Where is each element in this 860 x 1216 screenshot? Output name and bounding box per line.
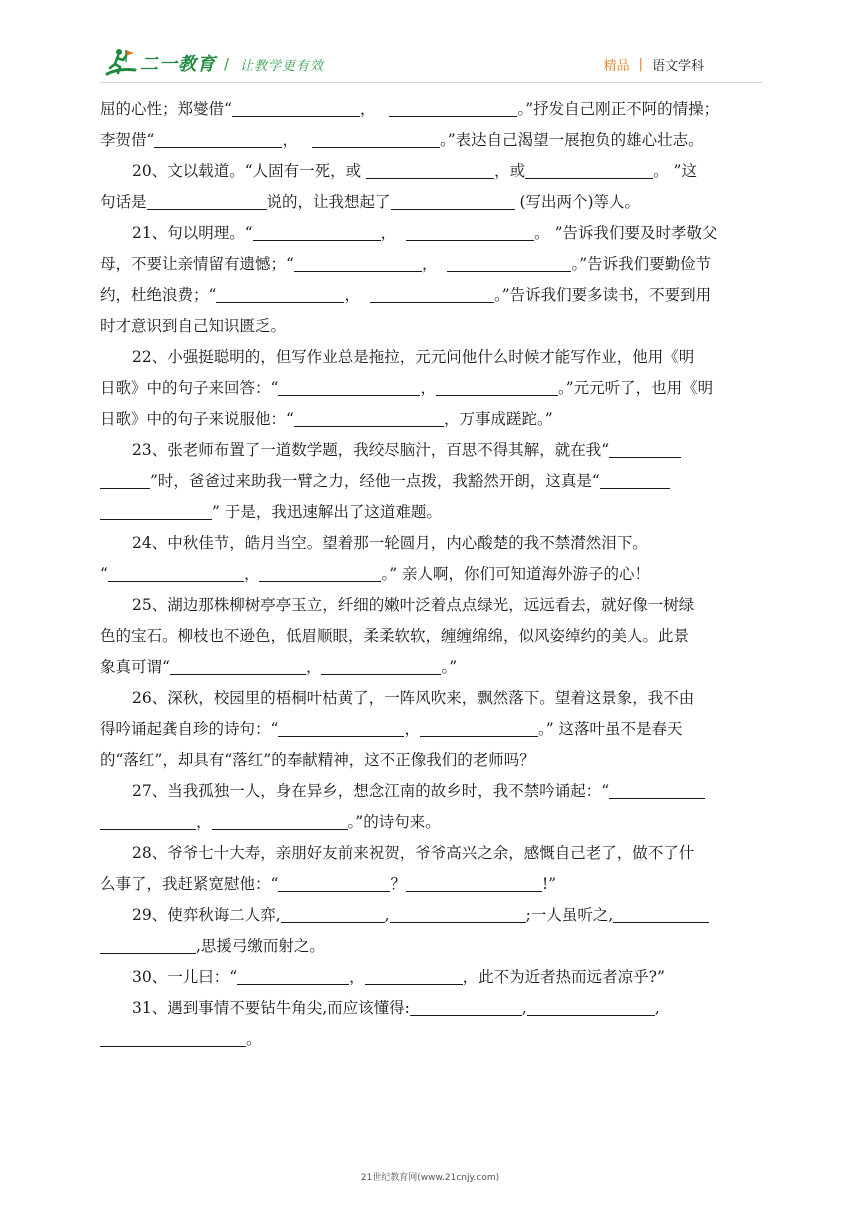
text-segment: 说的，让我想起了: [266, 193, 391, 211]
text-line: [100, 404, 762, 435]
text-segment: 27、当我孤独一人，身在异乡，想念江南的故乡时，我不禁吟诵起：“: [132, 782, 610, 800]
text-segment: 得吟诵起龚自珍的诗句：“: [100, 720, 279, 738]
text-segment: 。 ”告诉我们要及时孝敬父: [534, 224, 718, 242]
text-segment: 日歌》中的句子来回答：“: [100, 379, 279, 397]
answer-blank[interactable]: [600, 470, 670, 489]
text-segment: 约，杜绝浪费；“: [100, 286, 217, 304]
text-segment: ，: [349, 968, 365, 986]
answer-blank[interactable]: [447, 253, 571, 272]
text-segment: 。”抒发自己刚正不阿的情操；: [517, 100, 720, 118]
answer-blank[interactable]: [312, 129, 440, 148]
slogan-separator: /: [224, 55, 230, 73]
text-line: [100, 249, 762, 280]
question-25: [100, 590, 762, 621]
answer-blank[interactable]: [609, 780, 705, 799]
text-line: [100, 497, 762, 528]
text-segment: ，此不为近者热而远者凉乎?”: [462, 968, 665, 986]
text-segment: ,: [521, 999, 527, 1017]
text-segment: 母，不要让亲情留有遗憾；“: [100, 255, 294, 273]
text-segment: (写出两个)等人。: [514, 193, 641, 211]
answer-blank[interactable]: [370, 284, 494, 303]
answer-blank[interactable]: [527, 997, 655, 1016]
text-segment: 。”告诉我们要勤俭节: [571, 255, 712, 273]
question-30: [100, 962, 762, 993]
text-segment: ，: [243, 565, 260, 583]
brand-logo[interactable]: [104, 46, 216, 80]
text-segment: 。” 这落叶虽不是春天: [537, 720, 683, 738]
text-line: [100, 559, 762, 590]
answer-blank[interactable]: [154, 129, 282, 148]
text-segment: ？: [390, 875, 406, 893]
text-segment: ，: [404, 720, 420, 738]
question-27: [100, 776, 762, 807]
answer-blank[interactable]: [100, 470, 150, 489]
text-segment: 29、使弈秋诲二人弈,: [132, 906, 281, 924]
answer-blank[interactable]: [436, 377, 558, 396]
running-figure-flag-icon: [104, 46, 138, 80]
text-segment: 25、湖边那株柳树亭亭玉立，纤细的嫩叶泛着点点绿光，远远看去，就好像一树绿: [132, 596, 695, 614]
text-line: [100, 745, 762, 776]
answer-blank[interactable]: [253, 222, 381, 241]
text-segment: ,思援弓缴而射之。: [196, 937, 325, 955]
text-line: [100, 125, 762, 156]
text-line: [100, 714, 762, 745]
text-segment: 。 ”这: [653, 162, 697, 180]
subject-label: 语文学科: [651, 59, 704, 74]
text-segment: 23、张老师布置了一道数学题，我绞尽脑汁，百思不得其解，就在我“: [132, 441, 610, 459]
answer-blank[interactable]: [170, 656, 306, 675]
text-line: [100, 311, 762, 342]
text-segment: ;一人虽听之,: [525, 906, 614, 924]
answer-blank[interactable]: [410, 997, 522, 1016]
answer-blank[interactable]: [609, 439, 681, 458]
text-segment: 21、句以明理。“: [132, 224, 253, 242]
text-segment: ，: [420, 379, 436, 397]
text-line: [100, 807, 762, 838]
answer-blank[interactable]: [391, 191, 515, 210]
answer-blank[interactable]: [390, 904, 526, 923]
answer-blank[interactable]: [100, 501, 212, 520]
text-segment: 。”告诉我们要多读书，不要到用: [493, 286, 712, 304]
answer-blank[interactable]: [406, 222, 534, 241]
answer-blank[interactable]: [525, 160, 653, 179]
text-segment: ，: [305, 658, 322, 676]
text-segment: 24、中秋佳节，皓月当空。望着那一轮圆月，内心酸楚的我不禁潸然泪下。: [132, 534, 648, 552]
answer-blank[interactable]: [100, 811, 196, 830]
text-segment: 20、文以载道。“人固有一死，或: [132, 162, 367, 180]
question-31: [100, 993, 762, 1024]
answer-blank[interactable]: [321, 656, 441, 675]
slogan: 让教学更有效: [240, 59, 325, 74]
text-segment: ”时，爸爸过来助我一臂之力，经他一点拨，我豁然开朗，这真是“: [150, 472, 600, 490]
text-segment: ，: [344, 286, 360, 304]
answer-blank[interactable]: [613, 904, 709, 923]
text-segment: !”: [541, 875, 557, 893]
page-header: [0, 0, 860, 82]
answer-blank[interactable]: [294, 253, 422, 272]
question-23: [100, 435, 762, 466]
answer-blank[interactable]: [406, 873, 542, 892]
badge-divider: |: [638, 57, 643, 72]
answer-blank[interactable]: [389, 98, 517, 117]
header-divider: [100, 82, 762, 83]
text-segment: 么事了，我赶紧宽慰他：“: [100, 875, 279, 893]
exercise-body: [100, 94, 762, 1055]
text-line: [100, 621, 762, 652]
text-segment: ，万事成蹉跎。”: [443, 410, 553, 428]
text-segment: 31、遇到事情不要钻牛角尖,而应该懂得:: [132, 999, 410, 1017]
answer-blank[interactable]: [232, 98, 360, 117]
answer-blank[interactable]: [278, 377, 420, 396]
text-segment: 26、深秋，校园里的梧桐叶枯黄了，一阵风吹来，飘然落下。望着这景象，我不由: [132, 689, 695, 707]
text-segment: 。”的诗句来。: [347, 813, 441, 831]
answer-blank[interactable]: [281, 904, 385, 923]
text-segment: 。”元元听了，也用《明: [557, 379, 714, 397]
text-line: [100, 187, 762, 218]
answer-blank[interactable]: [212, 811, 348, 830]
text-segment: ，: [380, 224, 397, 242]
question-22: [100, 342, 762, 373]
text-segment: 。: [246, 1030, 262, 1048]
question-29: [100, 900, 762, 931]
subject-badge: [604, 55, 704, 74]
text-segment: 30、一儿曰：“: [132, 968, 238, 986]
answer-blank[interactable]: [278, 718, 404, 737]
question-26: [100, 683, 762, 714]
text-segment: ，: [359, 100, 376, 118]
answer-blank[interactable]: [237, 966, 349, 985]
text-line: [100, 94, 762, 125]
text-line: [100, 373, 762, 404]
text-line: [100, 652, 762, 683]
text-segment: 句话是: [100, 193, 147, 211]
answer-blank[interactable]: [294, 408, 444, 427]
text-segment: ，: [282, 131, 298, 149]
text-segment: 色的宝石。柳枝也不逊色，低眉顺眼，柔柔软软，缠缠绵绵，似风姿绰约的美人。此景: [100, 627, 690, 645]
quality-label: 精品: [603, 59, 630, 74]
answer-blank[interactable]: [108, 563, 244, 582]
text-segment: 。”表达自己渴望一展抱负的雄心壮志。: [439, 131, 704, 149]
text-line: [100, 280, 762, 311]
text-segment: ，: [421, 255, 438, 273]
brand-name: 二一教育: [140, 54, 216, 75]
text-segment: 时才意识到自己知识匮乏。: [100, 317, 287, 335]
text-line: [100, 466, 762, 497]
text-segment: ，: [196, 813, 212, 831]
text-segment: 象真可谓“: [100, 658, 170, 676]
answer-blank[interactable]: [365, 966, 463, 985]
text-segment: ,: [654, 999, 660, 1017]
answer-blank[interactable]: [259, 563, 381, 582]
text-line: [100, 1024, 762, 1055]
answer-blank[interactable]: [147, 191, 267, 210]
text-line: [100, 931, 762, 962]
answer-blank[interactable]: [278, 873, 390, 892]
question-21: [100, 218, 762, 249]
text-segment: 。” 亲人啊，你们可知道海外游子的心！: [381, 565, 651, 583]
answer-blank[interactable]: [366, 160, 494, 179]
text-segment: “: [100, 565, 108, 583]
question-24: [100, 528, 762, 559]
text-segment: ,: [384, 906, 390, 924]
question-20: [100, 156, 762, 187]
text-line: [100, 869, 762, 900]
text-segment: ，或: [494, 162, 526, 180]
page-footer: 21世纪教育网(www.21cnjy.com): [360, 1173, 500, 1183]
answer-blank[interactable]: [100, 935, 196, 954]
answer-blank[interactable]: [420, 718, 538, 737]
answer-blank[interactable]: [100, 1028, 246, 1047]
text-segment: ” 于是，我迅速解出了这道难题。: [212, 503, 442, 521]
text-segment: 28、爷爷七十大寿，亲朋好友前来祝贺，爷爷高兴之余，感慨自己老了，做不了什: [132, 844, 695, 862]
text-segment: 22、小强挺聪明的，但写作业总是拖拉，元元问他什么时候才能写作业，他用《明: [132, 348, 695, 366]
answer-blank[interactable]: [216, 284, 344, 303]
text-segment: 的“落红”，却具有“落红”的奉献精神，这不正像我们的老师吗？: [100, 751, 535, 769]
question-28: [100, 838, 762, 869]
text-segment: 李贺借“: [100, 131, 155, 149]
text-segment: 屈的心性；郑燮借“: [100, 100, 232, 118]
text-segment: 日歌》中的句子来说服他：“: [100, 410, 294, 428]
text-segment: 。”: [441, 658, 458, 676]
